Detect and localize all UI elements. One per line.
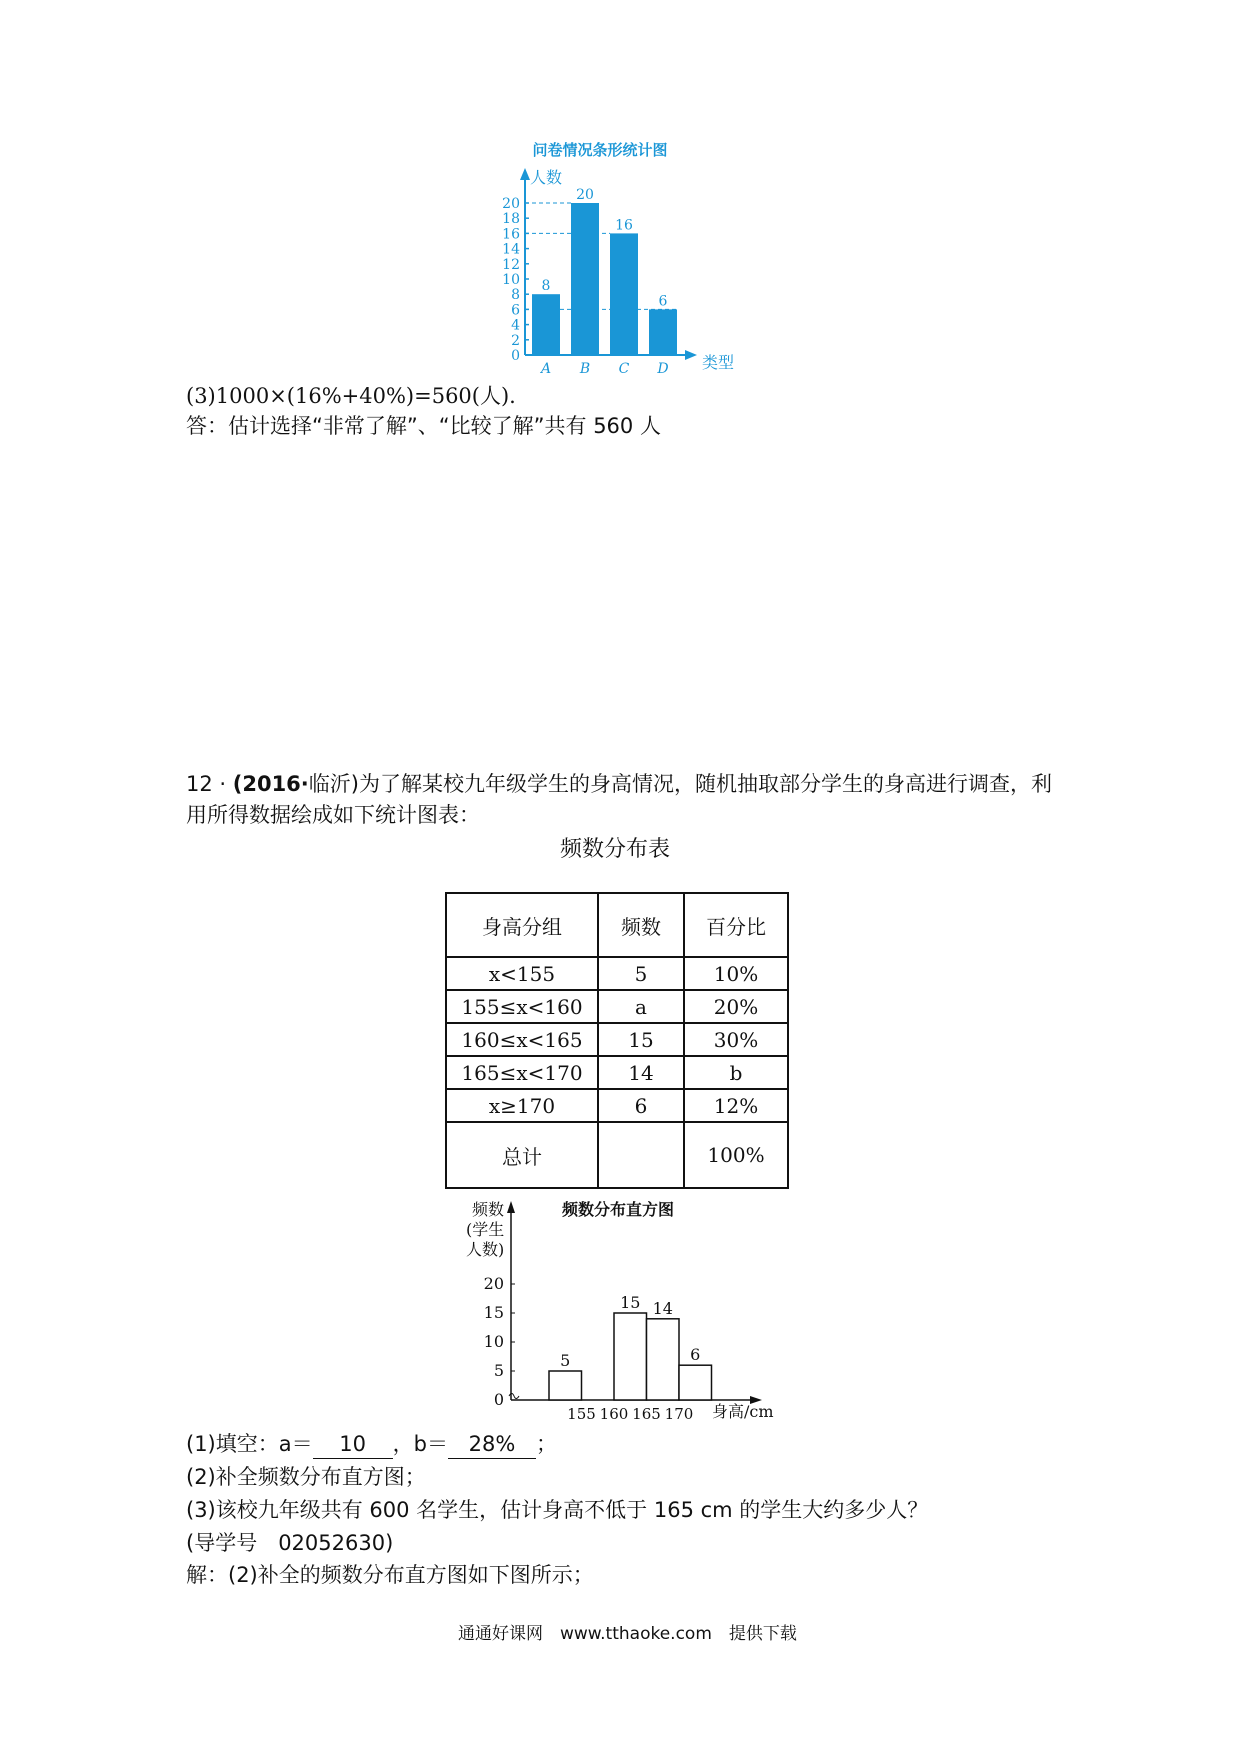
question-text-2: 用所得数据绘成如下统计图表：	[186, 803, 480, 827]
bar-chart-title: 问卷情况条形统计图	[532, 141, 668, 159]
bar-chart-xlabel: 类型	[702, 353, 735, 372]
bar-chart-bar	[649, 309, 677, 355]
table-cell: 155≤x<160	[446, 990, 598, 1023]
bar-chart-tick-label: 8	[511, 287, 520, 304]
q2-line: (2)补全频数分布直方图；	[186, 1465, 426, 1489]
histogram-data-label: 14	[652, 1298, 673, 1318]
table-cell: a	[598, 990, 684, 1023]
histogram-x-tick-label: 165	[632, 1405, 661, 1423]
histogram-data-label: 15	[620, 1293, 641, 1312]
q3-line: (3)该校九年级共有 600 名学生，估计身高不低于 165 cm 的学生大约多少人？	[186, 1498, 929, 1522]
table-cell: 6	[598, 1089, 684, 1122]
histogram-tick-label: 5	[493, 1361, 504, 1380]
bar-chart-bar	[532, 294, 560, 355]
table-title: 频数分布表	[560, 837, 671, 862]
bar-chart-category-label: B	[579, 361, 591, 377]
table-cell	[598, 1122, 684, 1188]
survey-bar-chart	[480, 140, 760, 380]
bar-chart-tick-label: 4	[511, 317, 520, 334]
histogram-data-label: 6	[690, 1345, 701, 1365]
blank-a: 10	[313, 1430, 393, 1459]
bar-chart-tick-label: 12	[502, 256, 520, 273]
histogram-tick-label: 10	[483, 1332, 504, 1351]
table-cell: 5	[598, 957, 684, 990]
table-cell: 165≤x<170	[446, 1056, 598, 1089]
bar-chart-tick-label: 10	[502, 272, 520, 288]
bar-chart-bar	[571, 203, 599, 355]
table-cell: 160≤x<165	[446, 1023, 598, 1056]
bar-chart-bars	[525, 187, 677, 377]
table-row	[446, 990, 788, 1023]
table-row	[446, 1089, 788, 1122]
table-cell: 100%	[684, 1122, 788, 1188]
bar-chart-tick-label: 0	[511, 348, 520, 364]
question-source-year: (2016·	[232, 772, 309, 796]
bar-chart-tick-label: 2	[511, 332, 520, 349]
bar-chart-tick-label: 14	[502, 241, 520, 258]
histogram-bar	[614, 1313, 647, 1400]
table-cell: 10%	[684, 957, 788, 990]
table-row	[446, 957, 788, 990]
blank-b: 28%	[448, 1430, 536, 1459]
q1-line	[186, 1430, 557, 1459]
table-header-cell: 身高分组	[446, 893, 598, 957]
table-header-cell: 百分比	[684, 893, 788, 957]
bar-chart-tick-label: 18	[502, 211, 520, 228]
bar-chart-category-label: C	[618, 361, 630, 377]
bar-chart-data-label: 6	[658, 293, 668, 310]
histogram-tick-label: 0	[493, 1390, 504, 1409]
question-source-city: 临沂)	[308, 772, 359, 796]
table-cell: 14	[598, 1056, 684, 1089]
footer-text: 通通好课网 www.tthaoke.com 提供下载	[458, 1624, 797, 1644]
histogram-tick-label: 15	[483, 1303, 504, 1322]
bar-chart-category-label: D	[657, 361, 669, 377]
table-total-row	[446, 1122, 788, 1188]
table-row	[446, 1023, 788, 1056]
table-cell: x<155	[446, 957, 598, 990]
histogram-tick-label: 20	[483, 1274, 504, 1293]
histogram-bar	[549, 1371, 582, 1400]
bar-chart-x-arrow-icon	[685, 350, 697, 360]
table-cell: b	[684, 1056, 788, 1089]
histogram-bar	[679, 1365, 712, 1400]
histogram-ylabel-line-2: (学生	[466, 1220, 505, 1239]
q5-line: 解：(2)补全的频数分布直方图如下图所示；	[186, 1563, 594, 1587]
bar-chart-data-label: 8	[541, 278, 551, 295]
histogram-bars	[549, 1293, 712, 1400]
bar-chart-data-label: 16	[615, 217, 633, 234]
table-cell: 12%	[684, 1089, 788, 1122]
histogram-y-arrow-icon	[507, 1201, 515, 1213]
bar-chart-bar	[610, 233, 638, 355]
histogram-ylabel-line-1: 频数	[472, 1200, 505, 1219]
q4-line: (导学号 02052630)	[186, 1531, 394, 1555]
table-cell: 15	[598, 1023, 684, 1056]
histogram-data-label: 5	[560, 1351, 571, 1370]
bar-chart-ylabel: 人数	[530, 168, 563, 187]
q1-end: ；	[535, 1432, 557, 1456]
bar-chart-category-label: A	[540, 361, 552, 377]
table-cell: 30%	[684, 1023, 788, 1056]
question-text-1: 为了解某校九年级学生的身高情况，随机抽取部分学生的身高进行调查，利	[358, 772, 1052, 796]
table-cell: 20%	[684, 990, 788, 1023]
height-histogram	[450, 1195, 790, 1425]
q1-prefix: (1)填空：a＝	[186, 1432, 313, 1456]
q1-mid: ，b＝	[392, 1432, 448, 1456]
histogram-bar	[647, 1319, 680, 1400]
bar-chart-y-arrow-icon	[520, 168, 530, 180]
histogram-x-tick-label: 160	[599, 1405, 629, 1423]
table-cell: 总计	[446, 1122, 598, 1188]
histogram-x-tick-label: 170	[664, 1405, 694, 1423]
histogram-xlabel: 身高/cm	[712, 1402, 774, 1421]
histogram-ylabel-line-3: 人数)	[466, 1240, 505, 1259]
histogram-x-tick-label: 155	[567, 1405, 596, 1423]
histogram-title: 频数分布直方图	[562, 1200, 675, 1219]
table-header-cell: 频数	[598, 893, 684, 957]
frequency-table	[445, 892, 789, 1189]
bar-chart-tick-label: 20	[502, 196, 520, 212]
table-cell: x≥170	[446, 1089, 598, 1122]
bar-chart-data-label: 20	[576, 187, 594, 203]
answer-line-1: (3)1000×(16%+40%)=560(人).	[186, 384, 516, 408]
question-number: 12 ·	[186, 772, 233, 796]
table-header-row	[446, 893, 788, 957]
answer-line-2: 答：估计选择“非常了解”、“比较了解”共有 560 人	[186, 414, 661, 438]
bar-chart-tick-label: 16	[502, 226, 520, 243]
table-row	[446, 1056, 788, 1089]
bar-chart-tick-label: 6	[511, 302, 520, 319]
